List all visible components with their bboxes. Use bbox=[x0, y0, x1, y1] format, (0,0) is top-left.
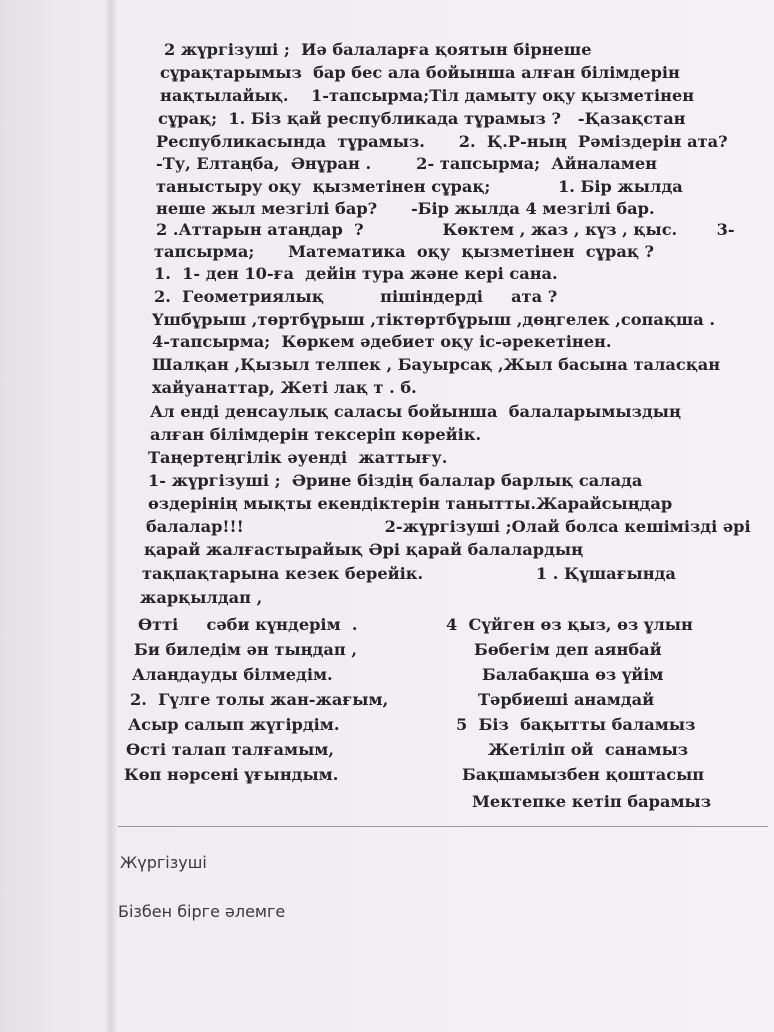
text-line: нақтылайық. 1-тапсырма;Тіл дамыту оқу қызметінен bbox=[160, 86, 695, 105]
poem-left-line: 2. Гүлге толы жан-жағым, bbox=[130, 690, 389, 709]
text-line: Таңертеңгілік әуенді жаттығу. bbox=[148, 448, 448, 467]
text-line: -Ту, Елтаңба, Әнұран . 2- тапсырма; Айналамен bbox=[156, 154, 658, 173]
footer-role: Жүргізуші bbox=[120, 853, 207, 872]
text-line: 1- жүргізуші ; Әрине біздің балалар барлық салада bbox=[148, 471, 643, 490]
text-line: сұрақтарымыз бар бес ала бойынша алған білімдерін bbox=[160, 63, 680, 82]
text-line: сұрақ; 1. Біз қай республикада тұрамыз ? -Қазақстан bbox=[158, 109, 686, 128]
poem-left-line: Өсті талап талғамым, bbox=[126, 740, 335, 759]
text-line: Республикасында тұрамыз. 2. Қ.Р-ның Рәміздерін ата? bbox=[156, 132, 728, 151]
text-line: жарқылдап , bbox=[140, 588, 263, 607]
poem-right-line: Мектепке кетіп барамыз bbox=[472, 792, 712, 811]
poem-right-line: Бақшамызбен қоштасып bbox=[462, 765, 705, 784]
page-crease bbox=[104, 0, 118, 1032]
text-line: 2 жүргізуші ; Иә балаларға қоятын бірнеше bbox=[164, 40, 592, 59]
text-line: қарай жалғастырайық Әрі қарай балалардың bbox=[144, 540, 584, 559]
text-line: Шалқан ,Қызыл телпек , Бауырсақ ,Жыл басына таласқан bbox=[152, 355, 721, 374]
text-line: 1. 1- ден 10-ға дейін тура және кері сана. bbox=[154, 264, 558, 283]
poem-left-line: Асыр салып жүгірдім. bbox=[128, 715, 340, 734]
footer-text: Бізбен бірге әлемге bbox=[118, 902, 286, 921]
text-line: хайуанаттар, Жеті лақ т . б. bbox=[152, 378, 417, 397]
poem-left-line: Алаңдауды білмедім. bbox=[132, 665, 333, 684]
text-line: таныстыру оқу қызметінен сұрақ; 1. Бір жылда bbox=[156, 177, 683, 196]
text-line: неше жыл мезгілі бар? -Бір жылда 4 мезгілі бар. bbox=[156, 199, 655, 218]
poem-right-line: Балабақша өз үйім bbox=[482, 665, 664, 684]
poem-left-line: Көп нәрсені ұғындым. bbox=[124, 765, 339, 784]
text-line: тапсырма; Математика оқу қызметінен сұрақ ? bbox=[154, 242, 655, 261]
text-line: тақпақтарына кезек берейік. 1 . Құшағында bbox=[142, 564, 676, 583]
poem-left-line: Би биледім ән тыңдап , bbox=[134, 640, 358, 659]
text-line: 4-тапсырма; Көркем әдебиет оқу іс-әрекетінен. bbox=[152, 332, 612, 351]
divider-line bbox=[118, 826, 768, 827]
printed-text-block bbox=[118, 40, 768, 830]
text-line: өздерінің мықты екендіктерін танытты.Жарайсыңдар bbox=[148, 494, 673, 513]
text-line: Ал енді денсаулық саласы бойынша балаларымыздың bbox=[150, 402, 681, 421]
text-line: 2. Геометриялық пішіндерді ата ? bbox=[154, 287, 558, 306]
text-line: алған білімдерін тексеріп көрейік. bbox=[150, 425, 482, 444]
poem-right-line: 4 Сүйген өз қыз, өз ұлын bbox=[446, 615, 693, 634]
poem-right-line: Бөбегім деп аянбай bbox=[474, 640, 662, 659]
poem-right-line: 5 Біз бақытты баламыз bbox=[456, 715, 696, 734]
text-line: балалар!!! 2-жүргізуші ;Олай болса кешімізді әрі bbox=[146, 517, 751, 536]
poem-right-line: Тәрбиеші анамдай bbox=[478, 690, 655, 709]
poem-left-line: Өтті сәби күндерім . bbox=[138, 615, 358, 634]
text-line: Үшбұрыш ,төртбұрыш ,тіктөртбұрыш ,дөңгелек ,сопақша . bbox=[152, 310, 716, 329]
poem-right-line: Жетіліп ой санамыз bbox=[488, 740, 689, 759]
text-line: 2 .Аттарын атаңдар ? Көктем , жаз , күз , қыс. 3- bbox=[156, 220, 735, 239]
